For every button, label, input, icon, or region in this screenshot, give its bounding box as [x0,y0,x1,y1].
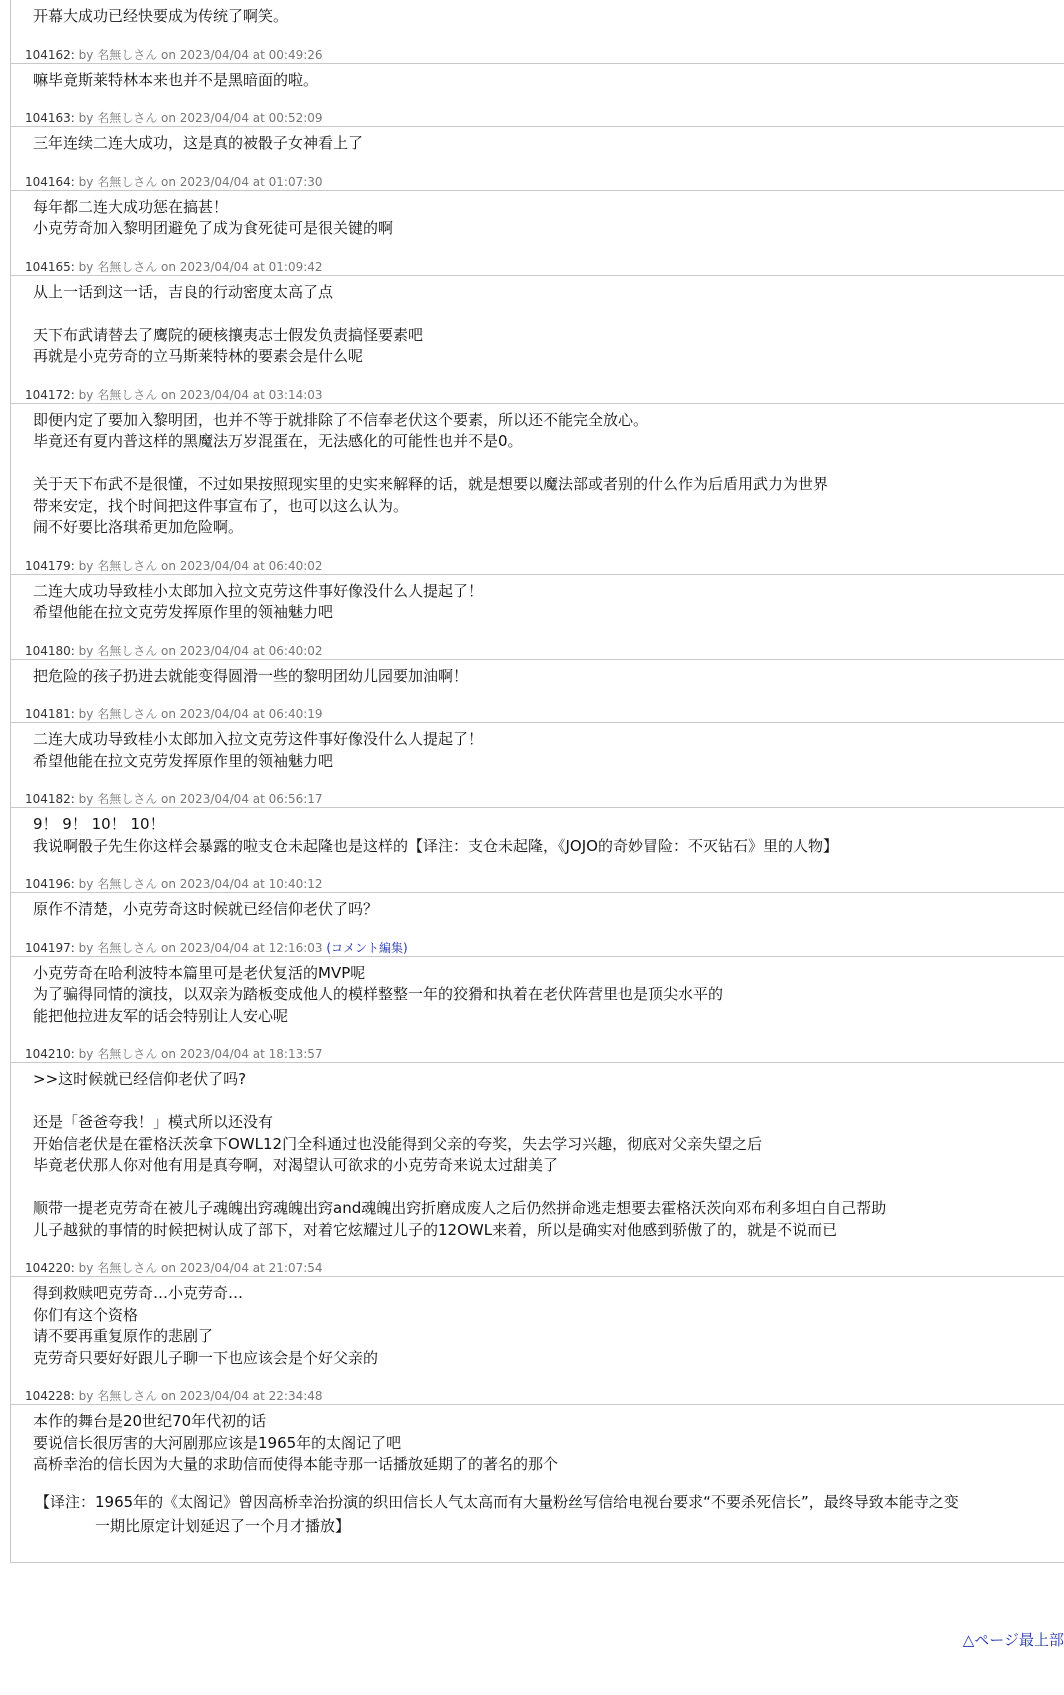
comment-header [11,388,1064,404]
comment-meta: by 名無しさん on 2023/04/04 at 21:07:54 [74,1261,323,1275]
comment-meta: by 名無しさん on 2023/04/04 at 06:40:19 [74,707,323,721]
translator-note-line: 一期比原定计划延迟了一个月才播放】 [95,1516,351,1535]
comment-post [11,792,1064,857]
comment-body: >>这时候就已经信仰老伏了吗? 还是「爸爸夸我！」模式所以还没有 开始信老伏是在霍格沃茨拿下OWL12门全科通过也没能得到父亲的夸奖，失去学习兴趣，彻底对父亲失望之后 毕竟老伏那人你对他有用是真夸啊，对渴望认可欲求的小克劳奇来说太过甜美了 顺带一提老克劳奇在被儿子魂魄出窍魂魄出窍and魂魄出窍折磨成废人之后仍然拼命逃走想要去霍格沃茨向邓布利多坦白自己帮助 儿子越狱的事情的时候把树认成了部下，对着它炫耀过儿子的12OWL来着，所以是确实对他感到骄傲了的，就是不说而已 [33,1070,887,1239]
comment-post [11,644,1064,688]
comment-meta: by 名無しさん on 2023/04/04 at 22:34:48 [74,1389,323,1403]
comment-header [11,792,1064,808]
comment-post [11,1261,1064,1369]
comment-post [11,48,1064,92]
comment-meta: by 名無しさん on 2023/04/04 at 01:07:30 [74,174,323,189]
comment-number: 104196: [25,877,75,891]
comment-header [11,175,1064,191]
comment-body: 本作的舞台是20世纪70年代初的话 要说信长很厉害的大河剧那应该是1965年的太阁记了吧 高桥幸治的信长因为大量的求助信而使得本能寺那一话播放延期了的著名的那个 [33,1412,559,1473]
comment-number: 104180: [25,643,75,658]
comment-post [11,111,1064,155]
comment-body: 小克劳奇在哈利波特本篇里可是老伏复活的MVP呢 为了骗得同情的演技，以双亲为踏板变成他人的模样整整一年的狡猾和执着在老伏阵营里也是顶尖水平的 能把他拉进友军的话会特别让人安心呢 [33,963,724,1025]
comment-header [11,1389,1064,1405]
comment-post [11,388,1064,539]
comment-header [11,941,1064,957]
comment-header [11,111,1064,127]
comment-number: 104181: [25,707,75,721]
comment-body: 即便内定了要加入黎明团，也并不等于就排除了不信奉老伏这个要素，所以还不能完全放心。 毕竟还有夏内普这样的黑魔法万岁混蛋在，无法感化的可能性也并不是0。 关于天下布武不是很懂，不过如果按照现实里的史实来解释的话，就是想要以魔法部或者别的什么作为后盾用武力为世界 带来安定，找个时间把这件事宣布了，也可以这么认为。 闹不好要比洛琪希更加危险啊。 [33,410,829,536]
translator-note [35,1490,1064,1538]
comment-header [11,559,1064,575]
comment-meta: by 名無しさん on 2023/04/04 at 10:40:12 [74,877,323,891]
comment-number: 104162: [25,47,75,62]
comment-post [11,260,1064,368]
comment-header [11,707,1064,723]
comment-meta: by 名無しさん on 2023/04/04 at 06:40:02 [74,643,323,658]
comment-header [11,644,1064,660]
comment-post [11,707,1064,772]
comment-number: 104182: [25,792,75,806]
comment-number: 104228: [25,1389,75,1403]
comment-number: 104210: [25,1047,75,1061]
comment-header [11,877,1064,893]
comment-number: 104220: [25,1261,75,1275]
comment-number: 104164: [25,174,75,189]
comment-number: 104179: [25,558,75,573]
comment-meta: by 名無しさん on 2023/04/04 at 12:16:03 [74,940,327,955]
comment-header [11,1261,1064,1277]
comment-post [11,877,1064,921]
comment-post [11,175,1064,240]
comment-number: 104172: [25,387,75,402]
comment-body: 每年都二连大成功惩在搞甚！ 小克劳奇加入黎明团避免了成为食死徒可是很关键的啊 [33,197,394,237]
comment-meta: by 名無しさん on 2023/04/04 at 01:09:42 [74,259,323,274]
comment-number: 104165: [25,259,75,274]
comment-body: 9！ 9！ 10！ 10！ 我说啊骰子先生你这样会暴露的啦支仓未起隆也是这样的【译注：支仓未起隆，《JOJO的奇妙冒险：不灭钻石》里的人物】 [33,815,838,855]
comment-post [11,1389,1064,1476]
translator-note-line: 【译注：1965年的《太阁记》曾因高桥幸治扮演的织田信长人气太高而有大量粉丝写信给电视台要求“不要杀死信长”，最终导致本能寺之变 [35,1492,959,1511]
comment-meta: by 名無しさん on 2023/04/04 at 03:14:03 [74,387,323,402]
comment-edit-link[interactable]: (コメント編集) [326,940,408,955]
comment-meta: by 名無しさん on 2023/04/04 at 00:52:09 [74,111,323,125]
comment-post [11,1047,1064,1241]
comment-thread [10,0,1064,1563]
comment-body: 原作不清楚，小克劳奇这时候就已经信仰老伏了吗？ [33,900,379,918]
comment-body: 二连大成功导致桂小太郎加入拉文克劳这件事好像没什么人提起了！ 希望他能在拉文克劳发挥原作里的领袖魅力吧 [33,581,484,621]
comment-header [11,48,1064,64]
comment-header [11,260,1064,276]
comment-body: 从上一话到这一话，吉良的行动密度太高了点 天下布武请替去了鹰院的硬核攘夷志士假发负责搞怪要素吧 再就是小克劳奇的立马斯莱特林的要素会是什么呢 [33,282,424,365]
back-to-top-link[interactable]: △ページ最上部 [962,1631,1064,1649]
comment-post [11,0,1064,28]
comment-post [11,559,1064,624]
comment-body: 三年连续二连大成功，这是真的被骰子女神看上了 [33,134,364,152]
comment-meta: by 名無しさん on 2023/04/04 at 18:13:57 [74,1047,323,1061]
comment-body: 把危险的孩子扔进去就能变得圆滑一些的黎明团幼儿园要加油啊！ [33,666,469,685]
comment-body: 得到救赎吧克劳奇…小克劳奇… 你们有这个资格 请不要再重复原作的悲剧了 克劳奇只要好好跟儿子聊一下也应该会是个好父亲的 [33,1284,379,1367]
comment-meta: by 名無しさん on 2023/04/04 at 06:40:02 [74,558,323,573]
comment-body: 嘛毕竟斯莱特林本来也并不是黑暗面的啦。 [33,70,319,89]
comment-number: 104197: [25,940,75,955]
comment-header [11,1047,1064,1063]
comment-body: 开幕大成功已经快要成为传统了啊笑。 [33,7,289,25]
comment-post [11,941,1064,1028]
comment-meta: by 名無しさん on 2023/04/04 at 00:49:26 [74,47,323,62]
comment-meta: by 名無しさん on 2023/04/04 at 06:56:17 [74,792,323,806]
comment-number: 104163: [25,111,75,125]
comment-body: 二连大成功导致桂小太郎加入拉文克劳这件事好像没什么人提起了！ 希望他能在拉文克劳发挥原作里的领袖魅力吧 [33,730,484,770]
